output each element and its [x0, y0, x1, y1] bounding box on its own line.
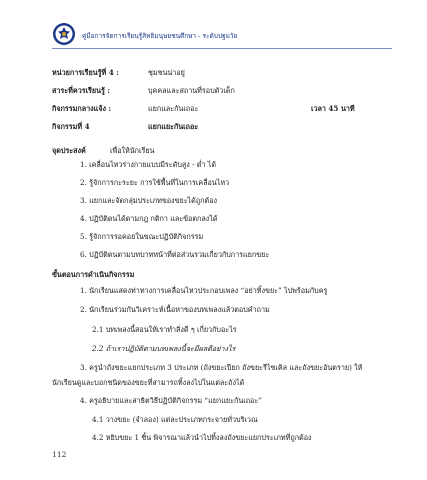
objective-item: 4. ปฏิบัติตนได้ตามกฎ กติกา และข้อตกลงได้ [80, 214, 218, 223]
step-3-line2: นักเรียนดูและบอกชนิดของขยะที่สามารถทิ้งลงไปในแต่ละถังได้ [52, 378, 245, 387]
time-label: เวลา 45 นาที [311, 104, 355, 113]
step-4-1: 4.1 วางขยะ (จำลอง) แต่ละประเภทกระจายทั่วบริเวณ [92, 415, 258, 424]
objective-item: 5. รู้จักการรอคอยในขณะปฏิบัติกิจกรรม [80, 232, 204, 241]
step-2-1: 2.1 บทเพลงนี้สอนให้เราทำสิ่งดี ๆ เกี่ยวกับอะไร [92, 325, 237, 334]
activity4-value: แยกแยะกันเถอะ [148, 122, 199, 131]
step-3-line1: 3. ครูนำถังขยะแยกประเภท 3 ประเภท (ถังขยะเปียก ถังขยะรีไซเคิล และถังขยะอันตราย) ให้ [80, 363, 363, 372]
objective-item: 1. เคลื่อนไหวร่างกายแบบมีระดับสูง - ต่ำ ได้ [80, 160, 217, 169]
topic-value: บุคคลและสถานที่รอบตัวเด็ก [148, 86, 235, 95]
unit-label: หน่วยการเรียนรู้ที่ 4 : [52, 68, 119, 77]
topic-label: สาระที่ควรเรียนรู้ : [52, 86, 111, 95]
ministry-seal-icon [52, 22, 76, 46]
objectives-heading: จุดประสงค์ [52, 146, 86, 155]
objective-item: 3. แยกและจัดกลุ่มประเภทของขยะได้ถูกต้อง [80, 196, 218, 205]
objective-item: 2. รู้จักการกะระยะ การใช้พื้นที่ในการเคลื่อนไหว [80, 178, 230, 187]
step-2: 2. นักเรียนร่วมกันวิเคราะห์เนื้อหาของบทเพลงแล้วตอบคำถาม [80, 305, 270, 314]
objective-item: 6. ปฏิบัติตนตามบทบาทหน้าที่ต่อส่วนรวมเกี่ยวกับการแยกขยะ [80, 250, 270, 259]
activity-label: กิจกรรมกลางแจ้ง : [52, 104, 112, 113]
unit-value: ชุมชนน่าอยู่ [148, 68, 185, 77]
header-title: คู่มือการจัดการเรียนรู้สิทธิมนุษยชนศึกษา - ระดับปฐมวัย [82, 32, 238, 40]
page-number: 112 [52, 450, 67, 459]
activity4-label: กิจกรรมที่ 4 [52, 122, 90, 131]
steps-heading: ขั้นตอนการดำเนินกิจกรรม [52, 270, 135, 279]
step-4-2: 4.2 หยิบขยะ 1 ชิ้น พิจารณาแล้วนำไปทิ้งลงถังขยะแยกประเภทที่ถูกต้อง [92, 433, 312, 442]
activity-value: แยกและกันเถอะ [148, 104, 199, 113]
header-divider [52, 48, 392, 49]
step-4: 4. ครูอธิบายและสาธิตวิธีปฏิบัติกิจกรรม “แยกแยะกันเถอะ” [80, 396, 262, 405]
step-2-2: 2.2 ถ้าเราปฏิบัติตามบทเพลงนี้จะมีผลดีอย่างไร [92, 344, 236, 353]
step-1: 1. นักเรียนแสดงท่าทางการเคลื่อนไหวประกอบเพลง “อย่าทิ้งขยะ” ไปพร้อมกับครู [80, 286, 328, 295]
objectives-intro: เพื่อให้นักเรียน [110, 146, 155, 155]
